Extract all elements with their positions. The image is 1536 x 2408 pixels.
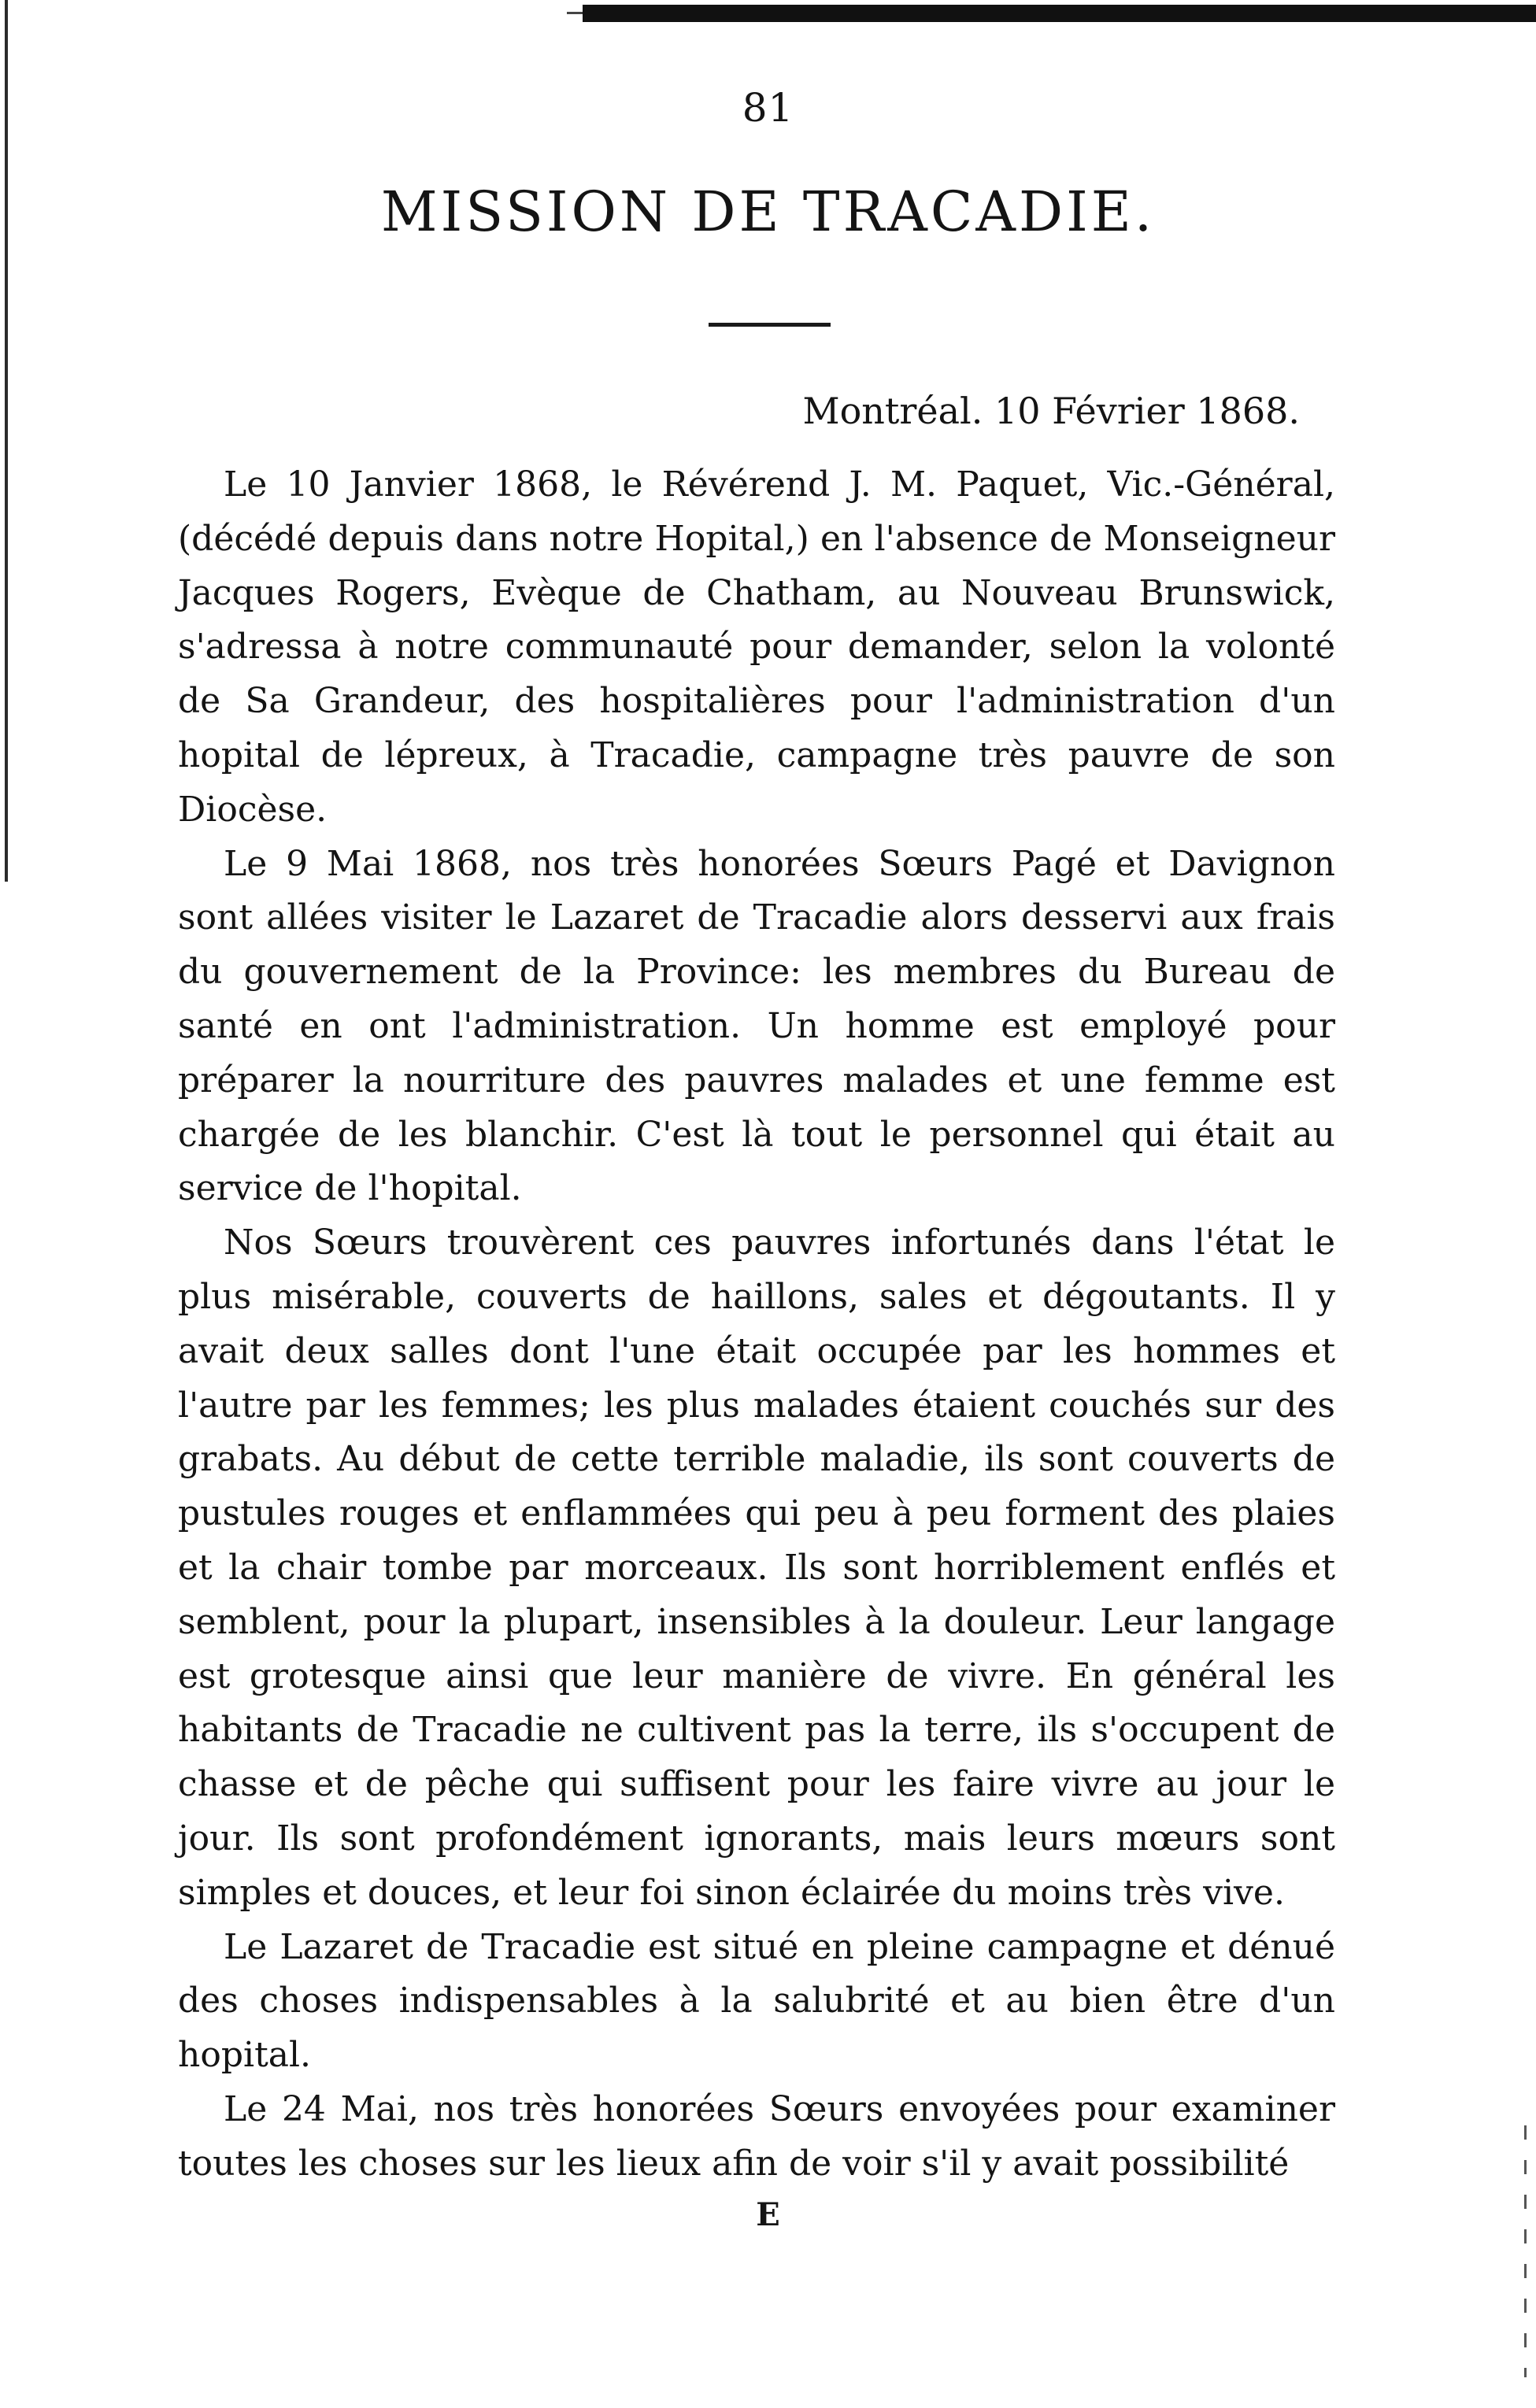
top-edge-rule <box>583 5 1536 22</box>
paragraph-1: Le 10 Janvier 1868, le Révérend J. M. Paquet, Vic.-Général, (décédé depuis dans notre Hopital,) en l'absence de Monseigneur Jacques Rogers, Evèque de Chatham, au Nouveau Brunswick, s'adressa à notre communauté pour demander, selon la volonté de Sa Grandeur, des hospitalières pour l'administration d'un hopital de lépreux, à Tracadie, campagne très pauvre de son Diocèse. <box>178 464 1335 830</box>
page-title: MISSION DE TRACADIE. <box>380 179 1156 244</box>
signature-mark: E <box>756 2196 780 2233</box>
right-page-edge-marks <box>1524 2125 1527 2377</box>
paragraph-2: Le 9 Mai 1868, nos très honorées Sœurs Pagé et Davignon sont allées visiter le Lazaret de Tracadie alors desservi aux frais du gouvernement de la Province: les membres du Bureau de santé en ont l'administration. Un homme est employé pour préparer la nourriture des pauvres malades et une femme est chargée de les blanchir. C'est là tout le personnel qui était au service de l'hopital. <box>178 843 1335 1209</box>
paragraph-5: Le 24 Mai, nos très honorées Sœurs envoyées pour examiner toutes les choses sur les lieux afin de voir s'il y avait possibilité <box>178 2088 1335 2184</box>
body-text <box>178 458 1335 2192</box>
dateline: Montréal. 10 Février 1868. <box>802 390 1300 432</box>
paragraph-4: Le Lazaret de Tracadie est situé en pleine campagne et dénué des choses indispensables à la salubrité et au bien être d'un hopital. <box>178 1926 1335 2076</box>
paragraph-3: Nos Sœurs trouvèrent ces pauvres infortunés dans l'état le plus misérable, couverts de haillons, sales et dégoutants. Il y avait deux salles dont l'une était occupée par les hommes et l'autre par les femmes; les plus malades étaient couchés sur des grabats. Au début de cette terrible maladie, ils sont couverts de pustules rouges et enflammées qui peu à peu forment des plaies et la chair tombe par morceaux. Ils sont horriblement enflés et semblent, pour la plupart, insensibles à la douleur. Leur langage est grotesque ainsi que leur manière de vivre. En général les habitants de Tracadie ne cultivent pas la terre, ils s'occupent de chasse et de pêche qui suffisent pour les faire vivre au jour le jour. Ils sont profondément ignorants, mais leurs mœurs sont simples et douces, et leur foi sinon éclairée du moins très vive. <box>178 1222 1335 1913</box>
title-divider <box>709 323 831 327</box>
left-page-edge <box>5 0 8 882</box>
page-number: 81 <box>742 85 794 131</box>
